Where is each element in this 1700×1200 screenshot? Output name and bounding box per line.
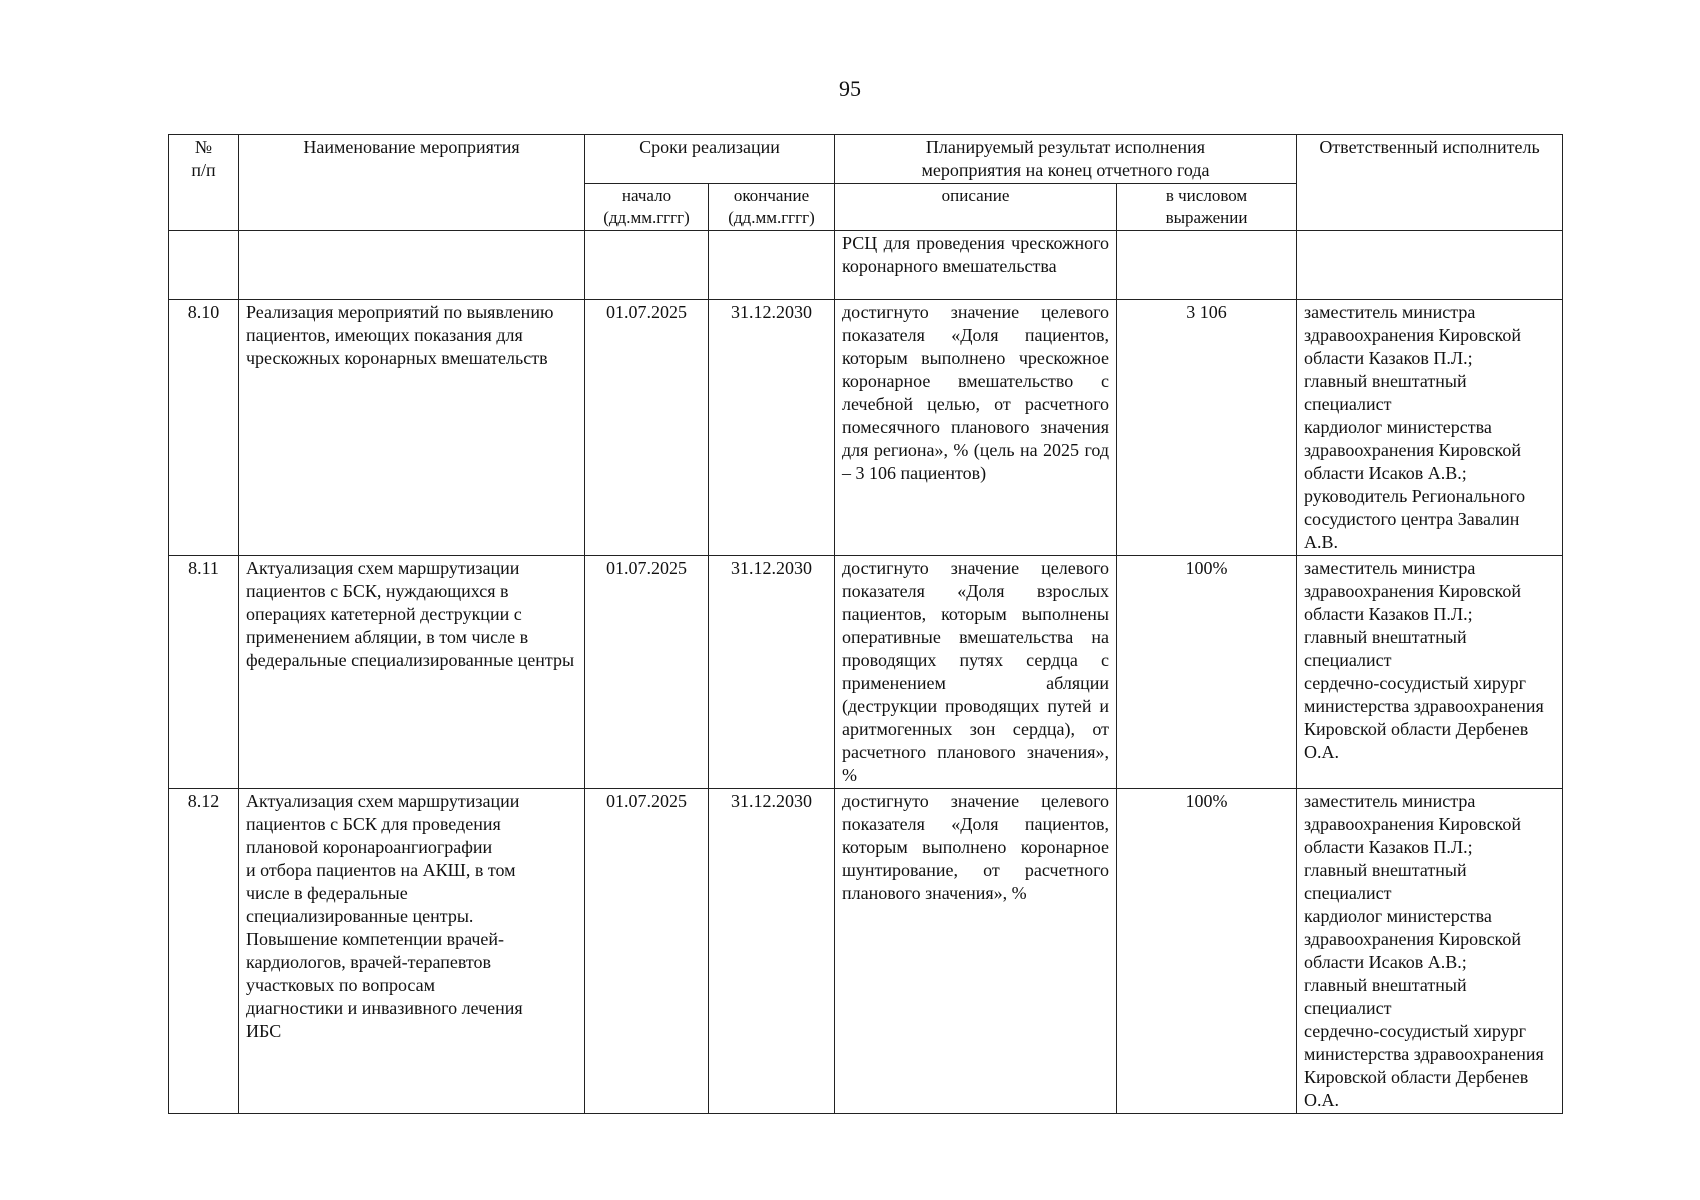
cell-start: [585, 231, 709, 300]
cell-end: [709, 231, 835, 300]
cell-num: 8.11: [169, 556, 239, 789]
cell-name: Актуализация схем маршрутизации пациентов с БСК, нуждающихся в операциях катетерной деструкции с применением абляции, в том числе в федеральные специализированные центры: [239, 556, 585, 789]
cell-end: 31.12.2030: [709, 556, 835, 789]
cell-num: 8.10: [169, 300, 239, 556]
cell-name: Актуализация схем маршрутизации пациентов с БСК для проведения плановой коронароангиографии и отбора пациентов на АКШ, в том числе в федеральные специализированные центры. Повышение компетенции врачей- кардиологов, врачей-терапевтов участковых по вопросам диагностики и инвазивного лечения ИБС: [239, 789, 585, 1114]
cell-start: 01.07.2025: [585, 300, 709, 556]
table-row: [169, 789, 1563, 1114]
header-numeric: в числовом выражении: [1117, 184, 1297, 231]
cell-name: [239, 231, 585, 300]
cell-num: 8.12: [169, 789, 239, 1114]
cell-responsible: заместитель министра здравоохранения Кировской области Казаков П.Л.; главный внештатный специалист сердечно-сосудистый хирург министерства здравоохранения Кировской области Дербенев О.А.: [1297, 556, 1563, 789]
table-row: [169, 556, 1563, 789]
cell-numeric: [1117, 231, 1297, 300]
cell-numeric: 100%: [1117, 556, 1297, 789]
header-description: описание: [835, 184, 1117, 231]
measures-table: [168, 134, 1563, 1114]
header-end: окончание (дд.мм.гггг): [709, 184, 835, 231]
cell-description: достигнуто значение целевого показателя «Доля пациентов, которым выполнено коронарное шунтирование, от расчетного планового значения», %: [835, 789, 1117, 1114]
cell-num: [169, 231, 239, 300]
cell-responsible: заместитель министра здравоохранения Кировской области Казаков П.Л.; главный внештатный специалист кардиолог министерства здравоохранения Кировской области Исаков А.В.; главный внештатный специалист сердечно-сосудистый хирург министерства здравоохранения Кировской области Дербенев О.А.: [1297, 789, 1563, 1114]
header-responsible: Ответственный исполнитель: [1297, 135, 1563, 231]
header-num: № п/п: [169, 135, 239, 231]
cell-start: 01.07.2025: [585, 556, 709, 789]
cell-end: 31.12.2030: [709, 300, 835, 556]
table-row: [169, 300, 1563, 556]
page-number: 95: [839, 76, 861, 101]
cell-name: Реализация мероприятий по выявлению пациентов, имеющих показания для чрескожных коронарных вмешательств: [239, 300, 585, 556]
cell-responsible: [1297, 231, 1563, 300]
cell-numeric: 3 106: [1117, 300, 1297, 556]
header-result: Планируемый результат исполнения мероприятия на конец отчетного года: [835, 135, 1297, 184]
header-name: Наименование мероприятия: [239, 135, 585, 231]
cell-description: достигнуто значение целевого показателя «Доля пациентов, которым выполнено чрескожное коронарное вмешательство с лечебной целью, от расчетного помесячного планового значения для региона», % (цель на 2025 год – 3 106 пациентов): [835, 300, 1117, 556]
cell-description: РСЦ для проведения чрескожного коронарного вмешательства: [835, 231, 1117, 300]
header-row-1: [169, 135, 1563, 184]
header-terms: Сроки реализации: [585, 135, 835, 184]
cell-description: достигнуто значение целевого показателя «Доля взрослых пациентов, которым выполнены оперативные вмешательства на проводящих путях сердца с применением абляции (деструкции проводящих путей и аритмогенных зон сердца), от расчетного планового значения», %: [835, 556, 1117, 789]
cell-end: 31.12.2030: [709, 789, 835, 1114]
cell-numeric: 100%: [1117, 789, 1297, 1114]
cell-responsible: заместитель министра здравоохранения Кировской области Казаков П.Л.; главный внештатный специалист кардиолог министерства здравоохранения Кировской области Исаков А.В.; руководитель Регионального сосудистого центра Завалин А.В.: [1297, 300, 1563, 556]
table-row-continuation: [169, 231, 1563, 300]
header-start: начало (дд.мм.гггг): [585, 184, 709, 231]
cell-start: 01.07.2025: [585, 789, 709, 1114]
